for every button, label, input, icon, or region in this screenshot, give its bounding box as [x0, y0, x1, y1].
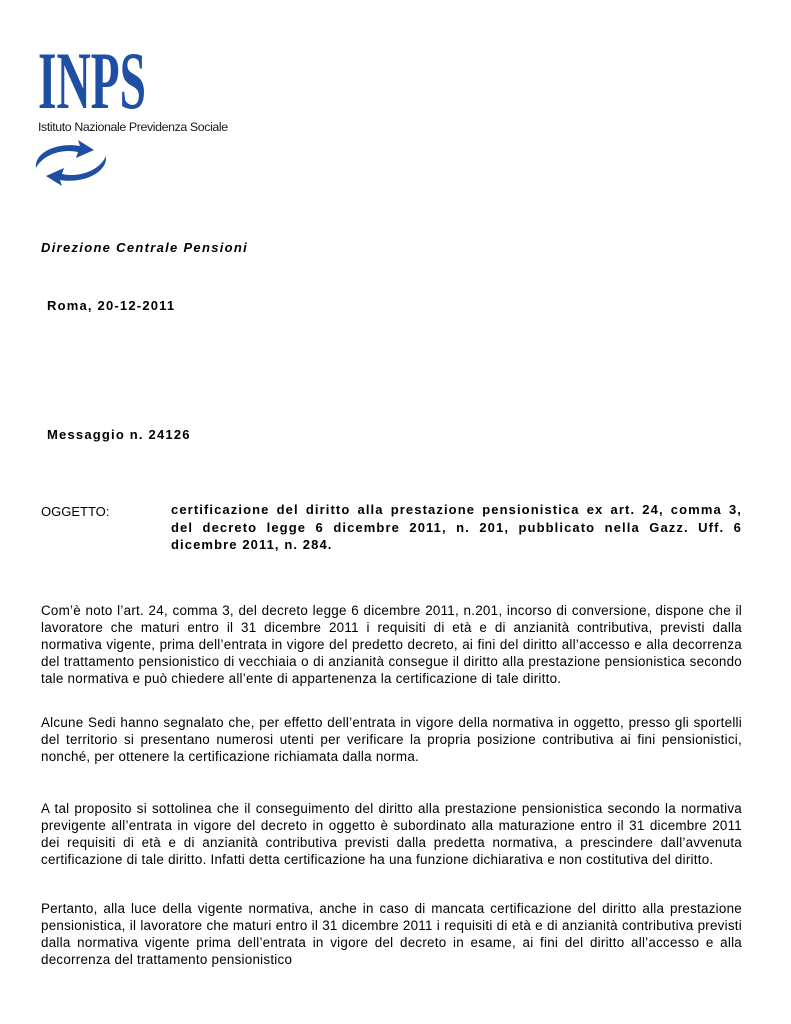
subject-label: OGGETTO: [41, 504, 110, 519]
department-title: Direzione Centrale Pensioni [41, 240, 249, 255]
svg-text:INPS: INPS [38, 46, 146, 112]
inps-wordmark [38, 46, 150, 112]
message-number: Messaggio n. 24126 [47, 427, 191, 442]
date-line: Roma, 20-12-2011 [47, 298, 176, 313]
body-paragraph: Com’è noto l’art. 24, comma 3, del decreto legge 6 dicembre 2011, n.201, incorso di conversione, dispone che il lavoratore che maturi entro il 31 dicembre 2011 i requisiti di età e di anzianità contributiva, previsti dalla normativa vigente, prima dell’entrata in vigore del predetto decreto, ai fini del diritto all’accesso e alla decorrenza del trattamento pensionistico di vecchiaia o di anzianità consegue il diritto alla prestazione pensionistica secondo tale normativa e può chiedere all’ente di appartenenza la certificazione di tale diritto. [41, 603, 742, 687]
inps-logo [28, 46, 268, 192]
recycle-arrows-icon [28, 138, 112, 188]
logo-subtitle: Istituto Nazionale Previdenza Sociale [38, 120, 228, 134]
body-paragraph: Alcune Sedi hanno segnalato che, per effetto dell’entrata in vigore della normativa in oggetto, presso gli sportelli del territorio si presentano numerosi utenti per verificare la propria posizione contributiva ai fini pensionistici, nonché, per ottenere la certificazione richiamata dalla norma. [41, 715, 742, 765]
body-paragraph: A tal proposito si sottolinea che il conseguimento del diritto alla prestazione pensionistica secondo la normativa previgente all’entrata in vigore del decreto in oggetto è subordinato alla maturazione entro il 31 dicembre 2011 dei requisiti di età e di anzianità contributiva previsti dalla predetta normativa, a prescindere dall’avvenuta certificazione di tale diritto. Infatti detta certificazione ha una funzione dichiarativa e non costitutiva del diritto. [41, 801, 742, 868]
subject-text: certificazione del diritto alla prestazione pensionistica ex art. 24, comma 3, del decreto legge 6 dicembre 2011, n. 201, pubblicato nella Gazz. Uff. 6 dicembre 2011, n. 284. [171, 502, 742, 552]
body-paragraph: Pertanto, alla luce della vigente normativa, anche in caso di mancata certificazione del diritto alla prestazione pensionistica, il lavoratore che maturi entro il 31 dicembre 2011 i requisiti di età e di anzianità contributiva previsti dalla normativa vigente prima dell’entrata in vigore del decreto in esame, ai fini del diritto all’accesso e alla decorrenza del trattamento pensionistico [41, 901, 742, 968]
